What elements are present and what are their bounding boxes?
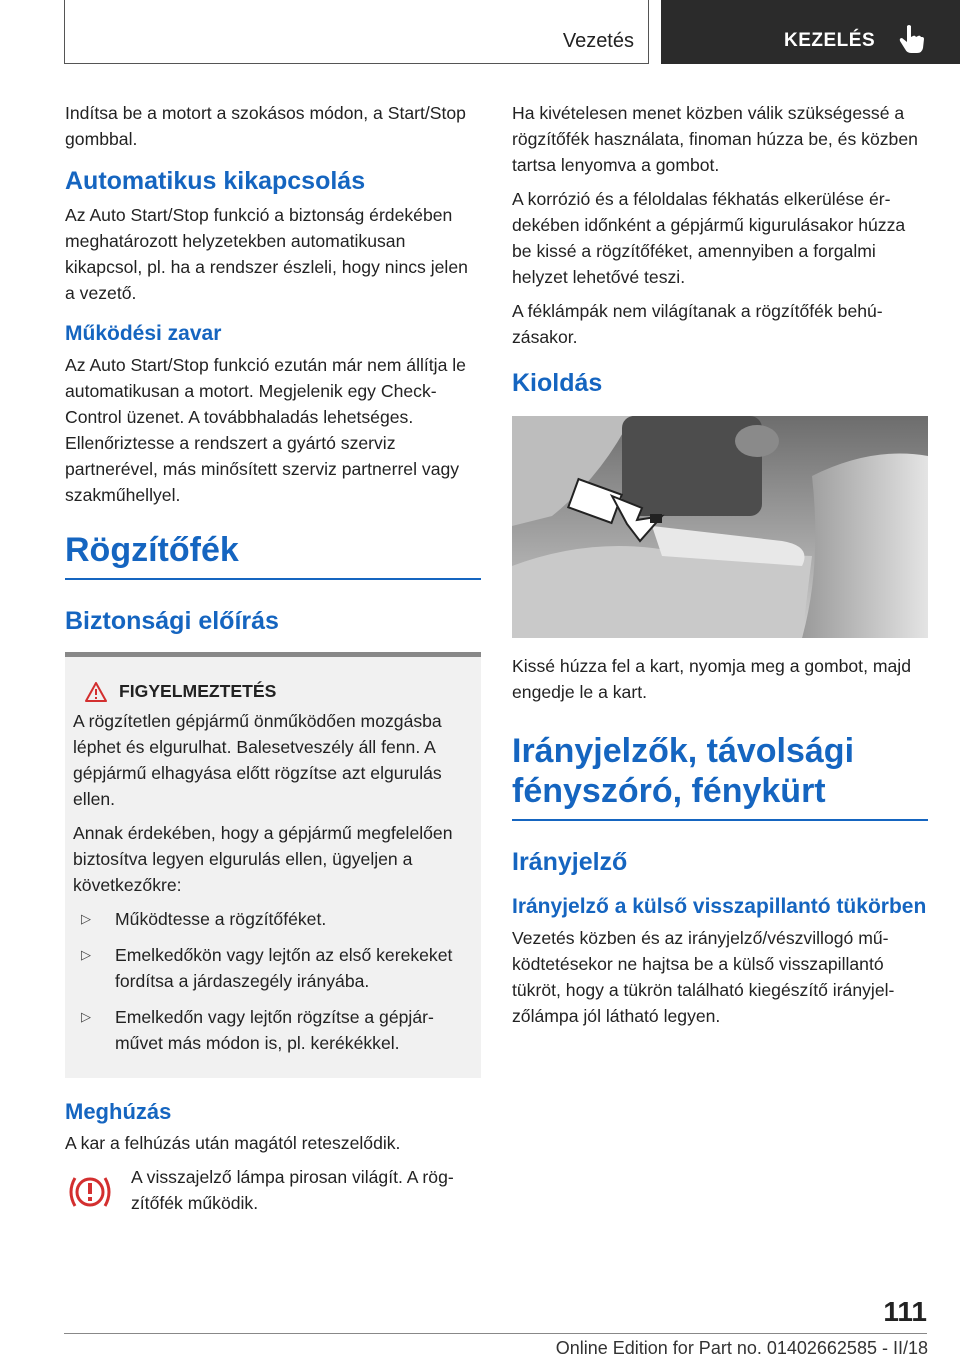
list-item bbox=[73, 1004, 473, 1056]
parking-brake-heading: Rögzítőfék bbox=[65, 530, 481, 580]
edition-text: Online Edition for Part no. 01402662585 - II/18 bbox=[555, 1338, 928, 1358]
handbrake-photo bbox=[512, 416, 928, 638]
warning-text-1: A rögzítetlen gépjármű önműködően mozgásba léphet és elgurulhat. Balesetveszély áll fenn. A gépjármű elhagyása előtt rögzítse azt elgurulás ellen. bbox=[73, 711, 442, 809]
fault-heading: Működési zavar bbox=[65, 322, 222, 345]
right-text-1: Ha kivételesen menet közben válik szükségessé a rögzítőfék használata, finoman húzza be, és közben tartsa lenyomva a gombot. bbox=[512, 103, 918, 175]
right-column bbox=[512, 100, 928, 1037]
header-section: Vezetés bbox=[562, 30, 634, 52]
safety-heading: Biztonsági előírás bbox=[65, 607, 279, 635]
footer-divider bbox=[64, 1333, 927, 1334]
pointing-hand-icon bbox=[899, 24, 925, 54]
auto-off-heading: Automatikus kikapcsolás bbox=[65, 167, 366, 195]
apply-heading: Meghúzás bbox=[65, 1099, 172, 1124]
brake-lamp-text: A visszajelző lámpa pirosan világít. A rögzítőfék működik. bbox=[131, 1167, 454, 1213]
list-item bbox=[73, 906, 473, 932]
warning-triangle-icon bbox=[85, 682, 107, 702]
mirror-indicator-heading: Irányjelző a külső visszapillantó tükörben bbox=[512, 895, 927, 918]
mirror-indicator-text: Vezetés közben és az irányjelző/vészvillogó működtetésekor ne hajtsa be a külső visszapillantó tükröt, hogy a tükrön található kiegészítő irányjelzőlámpa jól látható legyen. bbox=[512, 928, 895, 1026]
right-text-3: A féklámpák nem világítanak a rögzítőfék behúzásakor. bbox=[512, 301, 883, 347]
brake-lamp-note bbox=[65, 1164, 481, 1224]
header-chapter-box bbox=[661, 0, 960, 64]
left-column bbox=[65, 100, 481, 1224]
header-chapter: KEZELÉS bbox=[784, 30, 876, 51]
right-text-2: A korrózió és a féloldalas fékhatás elkerülése érdekében időnként a gépjármű kigurulásakor húzza be kissé a rögzítőféket, amennyiben a forgalmi helyzet lehetővé teszi. bbox=[512, 189, 906, 287]
fault-text: Az Auto Start/Stop funkció ezután már nem állítja le automatikusan a motort. Megjelenik egy Check-Control üzenet. A továbbhaladás lehetséges. Ellenőriztesse a rendszert a gyártó szerviz partnerével, más minősített szerviz partnerrel vagy szakműhellyel. bbox=[65, 355, 466, 505]
bullet-text: Emelkedőkön vagy lejtőn az első kerekeket fordítsa a járdaszegély irányába. bbox=[115, 945, 453, 991]
intro-text: Indítsa be a motort a szokásos módon, a Start/Stop gombbal. bbox=[65, 103, 466, 149]
bullet-text: Emelkedőn vagy lejtőn rögzítse a gépjárművet más módon is, pl. kerékékkel. bbox=[115, 1007, 434, 1053]
warning-box bbox=[65, 652, 481, 1078]
header-section-box bbox=[64, 0, 649, 64]
release-caption: Kissé húzza fel a kart, nyomja meg a gombot, majd engedje le a kart. bbox=[512, 656, 911, 702]
bullet-text: Működtesse a rögzítőféket. bbox=[115, 909, 327, 929]
warning-title: FIGYELMEZTETÉS bbox=[119, 681, 277, 701]
warning-text-2: Annak érdekében, hogy a gépjármű megfelelően biztosítva legyen elgurulás ellen, ügyeljen a következőkre: bbox=[73, 823, 453, 895]
triangle-bullet-icon: ▷ bbox=[81, 911, 91, 926]
apply-text: A kar a felhúzás után magától reteszelődik. bbox=[65, 1133, 401, 1153]
indicator-heading: Irányjelző bbox=[512, 848, 628, 876]
page-number: 111 bbox=[883, 1296, 927, 1327]
release-heading: Kioldás bbox=[512, 369, 603, 397]
parking-brake-warning-icon bbox=[67, 1172, 113, 1212]
indicators-heading: Irányjelzők, távolsági fényszóró, fénykürt bbox=[512, 731, 928, 821]
list-item bbox=[73, 942, 473, 994]
triangle-bullet-icon: ▷ bbox=[81, 947, 91, 962]
warning-title-row bbox=[73, 681, 473, 702]
triangle-bullet-icon: ▷ bbox=[81, 1009, 91, 1024]
auto-off-text: Az Auto Start/Stop funkció a biztonság érdekében meghatározott helyzetekben automatikusan kikapcsol, pl. ha a rendszer észleli, hogy nincs jelen a vezető. bbox=[65, 205, 468, 303]
